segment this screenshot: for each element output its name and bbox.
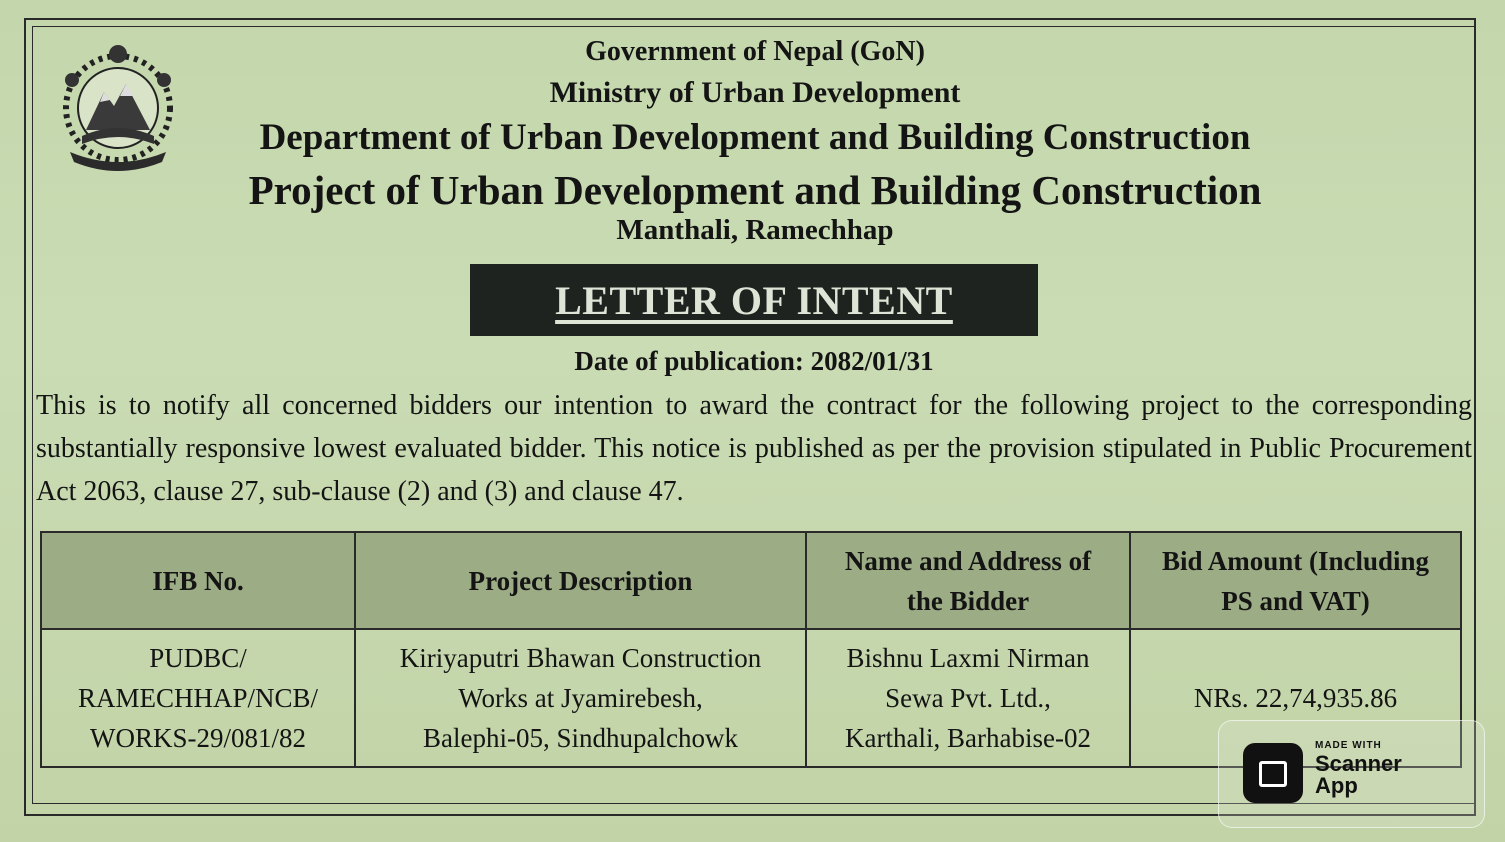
header-project-label: Project Description	[468, 565, 693, 596]
header-ifb-label: IFB No.	[152, 565, 244, 596]
watermark-app-name	[1315, 753, 1402, 797]
header-bidder	[806, 532, 1130, 629]
cell-project-line: Balephi-05, Sindhupalchowk	[423, 723, 738, 753]
scanner-icon	[1243, 743, 1303, 803]
cell-ifb-line: RAMECHHAP/NCB/	[77, 683, 319, 713]
scanner-sheet-icon	[1259, 761, 1287, 787]
cell-bidder-line: Karthali, Barhabise-02	[845, 723, 1091, 753]
header-project	[355, 532, 806, 629]
cell-bidder-line: Sewa Pvt. Ltd.,	[885, 683, 1051, 713]
cell-bidder	[806, 629, 1130, 767]
cell-ifb-line: WORKS-29/081/82	[90, 723, 306, 753]
cell-project-line: Works at Jyamirebesh,	[458, 683, 703, 713]
publication-date: Date of publication: 2082/01/31	[574, 346, 934, 376]
scanner-watermark	[1218, 720, 1485, 828]
header-bidder-label-1: Name and Address of	[844, 545, 1092, 576]
cell-project-line: Kiriyaputri Bhawan Construction	[399, 643, 762, 673]
notice-body: This is to notify all concerned bidders our intention to award the contract for the following project to the corresponding substantially responsive lowest evaluated bidder. This notice is published as per the provision stipulated in Public Procurement Act 2063, clause 27, sub-clause (2) and (3) and clause 47.	[36, 390, 1472, 507]
cell-bidder-line: Bishnu Laxmi Nirman	[846, 643, 1090, 673]
notice-title: LETTER OF INTENT	[555, 277, 953, 323]
cell-ifb-line: PUDBC/	[149, 643, 247, 673]
watermark-name-line-2: App	[1315, 773, 1358, 798]
header-project: Project of Urban Development and Building Construction	[248, 167, 1262, 213]
watermark-made-with: MADE WITH	[1315, 740, 1382, 751]
header-ifb	[41, 532, 355, 629]
header-bidder-label-2: the Bidder	[906, 585, 1030, 616]
header-amount	[1130, 532, 1461, 629]
table-header-row	[41, 532, 1461, 629]
cell-amount-value: NRs. 22,74,935.86	[1193, 683, 1398, 713]
nepal-emblem-icon	[48, 40, 188, 180]
cell-ifb	[41, 629, 355, 767]
header-amount-label-2: PS and VAT)	[1221, 585, 1370, 616]
header-ministry: Ministry of Urban Development	[549, 76, 961, 109]
header-government: Government of Nepal (GoN)	[585, 36, 925, 67]
header-location: Manthali, Ramechhap	[616, 214, 894, 246]
cell-project	[355, 629, 806, 767]
title-banner	[470, 264, 1038, 336]
header-amount-label-1: Bid Amount (Including	[1161, 545, 1430, 576]
watermark-name-line-1: Scanner	[1315, 751, 1402, 776]
header-department: Department of Urban Development and Building Construction	[259, 117, 1251, 158]
